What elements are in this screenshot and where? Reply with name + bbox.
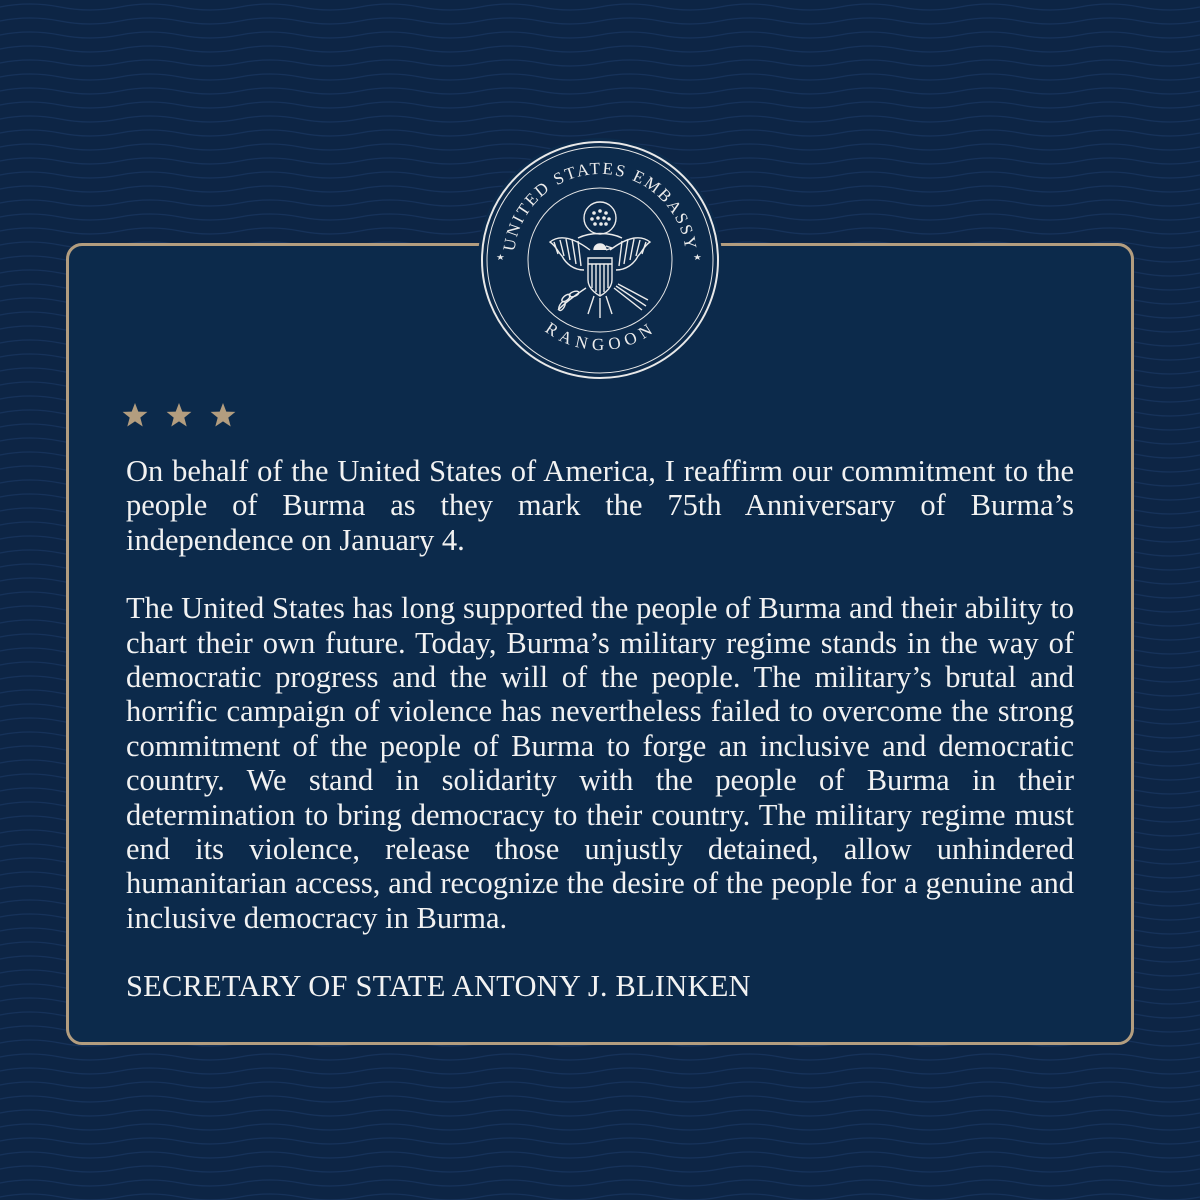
- seal-top-text: UNITED STATES EMBASSY: [499, 158, 701, 253]
- great-seal-eagle-icon: [550, 202, 650, 318]
- statement-signature: SECRETARY OF STATE ANTONY J. BLINKEN: [126, 969, 751, 1004]
- star-icon: [208, 400, 238, 430]
- star-ornament: [120, 400, 238, 430]
- star-icon: [164, 400, 194, 430]
- seal-left-star-icon: [497, 254, 505, 260]
- statement-body: [126, 454, 1074, 1004]
- star-icon: [120, 400, 150, 430]
- seal-bottom-text: RANGOON: [541, 318, 659, 355]
- seal-right-star-icon: [694, 254, 702, 260]
- statement-paragraph-1: On behalf of the United States of America, I reaffirm our commitment to the people of Burma as they mark the 75th Anniversary of Burma’s independence on January 4.: [126, 454, 1074, 557]
- statement-paragraph-2: The United States has long supported the people of Burma and their ability to chart their own future. Today, Burma’s military regime stands in the way of democratic progress and the will of the people. The military’s brutal and horrific campaign of violence has nevertheless failed to overcome the strong commitment of the people of Burma to forge an inclusive and democratic country. We stand in solidarity with the people of Burma in their determination to bring democracy to their country. The military regime must end its violence, release those unjustly detained, allow unhindered humanitarian access, and recognize the desire of the people for a genuine and inclusive democracy in Burma.: [126, 591, 1074, 935]
- embassy-seal: [478, 138, 722, 382]
